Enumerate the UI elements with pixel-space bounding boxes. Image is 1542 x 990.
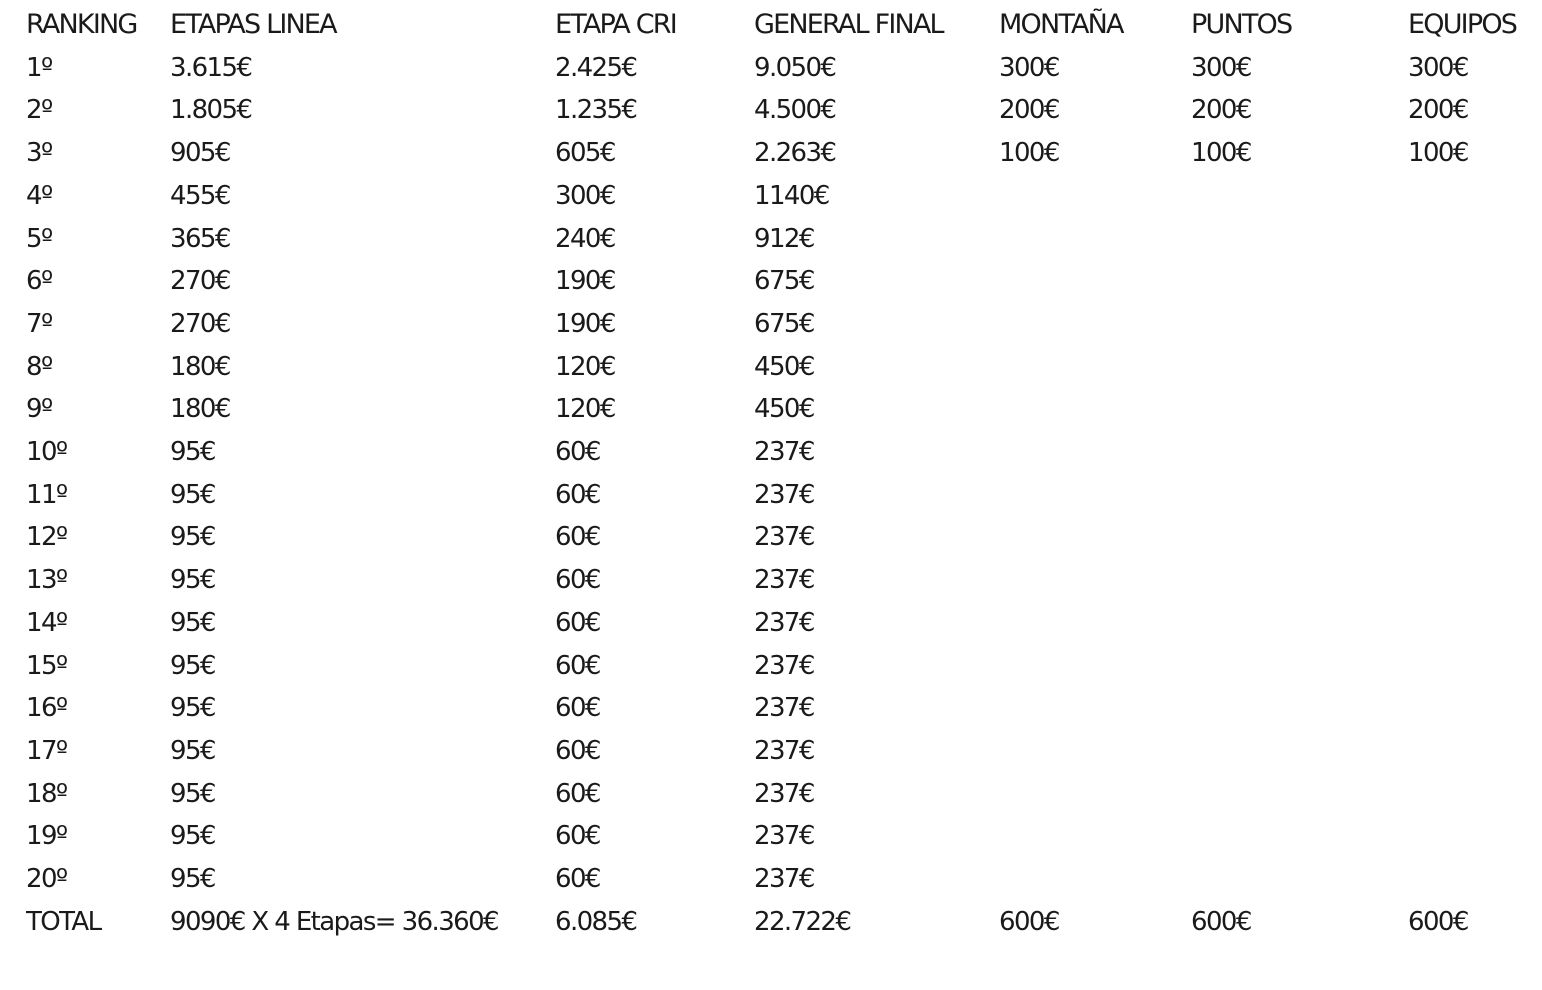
cell-general-final: 237€	[754, 565, 814, 596]
table-row	[26, 602, 1526, 645]
total-equipos: 600€	[1408, 906, 1468, 937]
cell-etapa-cri: 60€	[555, 522, 600, 553]
cell-equipos	[1408, 218, 1526, 261]
cell-etapas-linea: 95€	[170, 821, 215, 852]
cell-etapas-linea: 95€	[170, 565, 215, 596]
column-header-puntos: PUNTOS	[1191, 9, 1292, 40]
cell-ranking: 11º	[26, 479, 67, 510]
cell-etapas-linea: 905€	[170, 138, 230, 169]
column-header-montana: MONTAÑA	[999, 9, 1123, 40]
cell-montana	[999, 218, 1191, 261]
cell-equipos	[1408, 175, 1526, 218]
cell-equipos	[1408, 858, 1526, 901]
cell-general-final: 237€	[754, 522, 814, 553]
cell-puntos: 200€	[1191, 95, 1251, 126]
column-header-general-final: GENERAL FINAL	[754, 9, 943, 40]
table-row	[26, 132, 1526, 175]
table-row	[26, 858, 1526, 901]
cell-puntos	[1191, 602, 1408, 645]
cell-general-final: 237€	[754, 650, 814, 681]
cell-ranking: 1º	[26, 52, 52, 83]
table-header	[26, 4, 1526, 47]
cell-etapa-cri: 60€	[555, 479, 600, 510]
cell-etapa-cri: 60€	[555, 735, 600, 766]
cell-montana	[999, 559, 1191, 602]
cell-puntos	[1191, 687, 1408, 730]
cell-puntos: 300€	[1191, 52, 1251, 83]
total-etapas-linea: 9090€ X 4 Etapas= 36.360€	[170, 906, 498, 937]
cell-ranking: 5º	[26, 223, 52, 254]
cell-puntos	[1191, 388, 1408, 431]
table-row	[26, 260, 1526, 303]
cell-etapas-linea: 95€	[170, 864, 215, 895]
cell-general-final: 237€	[754, 821, 814, 852]
cell-puntos	[1191, 260, 1408, 303]
cell-equipos	[1408, 346, 1526, 389]
cell-etapas-linea: 270€	[170, 266, 230, 297]
cell-montana	[999, 730, 1191, 773]
cell-etapa-cri: 2.425€	[555, 52, 637, 83]
cell-etapa-cri: 120€	[555, 351, 615, 382]
cell-puntos	[1191, 303, 1408, 346]
cell-general-final: 237€	[754, 778, 814, 809]
table-row	[26, 218, 1526, 261]
cell-puntos	[1191, 175, 1408, 218]
cell-montana	[999, 602, 1191, 645]
cell-puntos	[1191, 431, 1408, 474]
cell-general-final: 237€	[754, 607, 814, 638]
cell-etapas-linea: 180€	[170, 394, 230, 425]
cell-puntos	[1191, 559, 1408, 602]
cell-etapa-cri: 60€	[555, 437, 600, 468]
cell-puntos	[1191, 645, 1408, 688]
cell-etapas-linea: 365€	[170, 223, 230, 254]
cell-ranking: 4º	[26, 180, 52, 211]
table-row	[26, 559, 1526, 602]
cell-puntos	[1191, 218, 1408, 261]
cell-montana: 100€	[999, 138, 1059, 169]
table-row	[26, 645, 1526, 688]
cell-etapas-linea: 3.615€	[170, 52, 252, 83]
cell-montana: 200€	[999, 95, 1059, 126]
cell-puntos: 100€	[1191, 138, 1251, 169]
column-header-ranking: RANKING	[26, 9, 137, 40]
table-row	[26, 516, 1526, 559]
cell-puntos	[1191, 815, 1408, 858]
table-row	[26, 730, 1526, 773]
cell-equipos: 100€	[1408, 138, 1468, 169]
cell-equipos	[1408, 602, 1526, 645]
cell-montana	[999, 431, 1191, 474]
cell-puntos	[1191, 474, 1408, 517]
cell-etapas-linea: 95€	[170, 607, 215, 638]
cell-etapa-cri: 240€	[555, 223, 615, 254]
total-row	[26, 901, 1526, 944]
column-header-equipos: EQUIPOS	[1408, 9, 1517, 40]
cell-etapas-linea: 1.805€	[170, 95, 252, 126]
cell-equipos: 300€	[1408, 52, 1468, 83]
prize-table	[26, 4, 1526, 943]
total-puntos: 600€	[1191, 906, 1251, 937]
table-row	[26, 346, 1526, 389]
cell-etapas-linea: 95€	[170, 522, 215, 553]
cell-general-final: 9.050€	[754, 52, 836, 83]
cell-equipos	[1408, 645, 1526, 688]
cell-equipos	[1408, 303, 1526, 346]
cell-etapa-cri: 60€	[555, 565, 600, 596]
cell-ranking: 14º	[26, 607, 67, 638]
cell-etapa-cri: 605€	[555, 138, 615, 169]
cell-montana	[999, 773, 1191, 816]
cell-equipos	[1408, 388, 1526, 431]
cell-equipos	[1408, 260, 1526, 303]
table-row	[26, 815, 1526, 858]
cell-montana	[999, 474, 1191, 517]
cell-ranking: 20º	[26, 864, 67, 895]
total-etapa-cri: 6.085€	[555, 906, 637, 937]
cell-general-final: 450€	[754, 394, 814, 425]
table-row	[26, 89, 1526, 132]
table-footer	[26, 901, 1526, 944]
cell-etapa-cri: 60€	[555, 864, 600, 895]
cell-general-final: 2.263€	[754, 138, 836, 169]
cell-montana	[999, 346, 1191, 389]
cell-equipos	[1408, 474, 1526, 517]
cell-etapas-linea: 95€	[170, 693, 215, 724]
cell-ranking: 7º	[26, 308, 52, 339]
cell-montana	[999, 687, 1191, 730]
table-body	[26, 47, 1526, 901]
cell-etapa-cri: 190€	[555, 308, 615, 339]
cell-puntos	[1191, 730, 1408, 773]
cell-puntos	[1191, 858, 1408, 901]
cell-ranking: 10º	[26, 437, 67, 468]
total-montana: 600€	[999, 906, 1059, 937]
table-row	[26, 474, 1526, 517]
cell-etapa-cri: 1.235€	[555, 95, 637, 126]
cell-puntos	[1191, 773, 1408, 816]
cell-montana	[999, 175, 1191, 218]
cell-equipos	[1408, 687, 1526, 730]
cell-general-final: 237€	[754, 735, 814, 766]
cell-montana	[999, 815, 1191, 858]
cell-etapas-linea: 95€	[170, 479, 215, 510]
cell-etapas-linea: 95€	[170, 735, 215, 766]
column-header-etapas-linea: ETAPAS LINEA	[170, 9, 336, 40]
total-general-final: 22.722€	[754, 906, 851, 937]
cell-equipos	[1408, 559, 1526, 602]
cell-ranking: 9º	[26, 394, 52, 425]
cell-etapas-linea: 95€	[170, 437, 215, 468]
cell-etapa-cri: 60€	[555, 821, 600, 852]
table-row	[26, 47, 1526, 90]
cell-general-final: 237€	[754, 693, 814, 724]
cell-etapas-linea: 455€	[170, 180, 230, 211]
cell-etapa-cri: 60€	[555, 650, 600, 681]
table-row	[26, 431, 1526, 474]
total-ranking: TOTAL	[26, 906, 101, 937]
cell-equipos: 200€	[1408, 95, 1468, 126]
cell-general-final: 237€	[754, 864, 814, 895]
cell-equipos	[1408, 815, 1526, 858]
cell-etapas-linea: 95€	[170, 650, 215, 681]
column-header-etapa-cri: ETAPA CRI	[555, 9, 676, 40]
cell-montana	[999, 858, 1191, 901]
cell-etapas-linea: 180€	[170, 351, 230, 382]
cell-ranking: 13º	[26, 565, 67, 596]
cell-general-final: 237€	[754, 437, 814, 468]
cell-ranking: 19º	[26, 821, 67, 852]
cell-etapa-cri: 190€	[555, 266, 615, 297]
cell-montana	[999, 260, 1191, 303]
cell-etapa-cri: 60€	[555, 778, 600, 809]
table-row	[26, 773, 1526, 816]
cell-puntos	[1191, 346, 1408, 389]
cell-general-final: 1140€	[754, 180, 829, 211]
cell-ranking: 12º	[26, 522, 67, 553]
cell-montana: 300€	[999, 52, 1059, 83]
cell-general-final: 912€	[754, 223, 814, 254]
cell-equipos	[1408, 730, 1526, 773]
table-row	[26, 388, 1526, 431]
cell-etapas-linea: 95€	[170, 778, 215, 809]
cell-ranking: 17º	[26, 735, 67, 766]
header-row	[26, 4, 1526, 47]
cell-general-final: 450€	[754, 351, 814, 382]
cell-montana	[999, 303, 1191, 346]
cell-montana	[999, 645, 1191, 688]
cell-general-final: 675€	[754, 308, 814, 339]
cell-ranking: 18º	[26, 778, 67, 809]
cell-ranking: 6º	[26, 266, 52, 297]
cell-equipos	[1408, 431, 1526, 474]
cell-general-final: 237€	[754, 479, 814, 510]
cell-general-final: 4.500€	[754, 95, 836, 126]
cell-ranking: 15º	[26, 650, 67, 681]
cell-etapa-cri: 120€	[555, 394, 615, 425]
table-row	[26, 687, 1526, 730]
cell-ranking: 16º	[26, 693, 67, 724]
cell-etapa-cri: 60€	[555, 693, 600, 724]
table-row	[26, 303, 1526, 346]
cell-etapa-cri: 300€	[555, 180, 615, 211]
cell-puntos	[1191, 516, 1408, 559]
cell-montana	[999, 388, 1191, 431]
cell-etapa-cri: 60€	[555, 607, 600, 638]
cell-general-final: 675€	[754, 266, 814, 297]
cell-ranking: 8º	[26, 351, 52, 382]
cell-montana	[999, 516, 1191, 559]
cell-ranking: 2º	[26, 95, 52, 126]
cell-ranking: 3º	[26, 138, 52, 169]
table-row	[26, 175, 1526, 218]
cell-etapas-linea: 270€	[170, 308, 230, 339]
cell-equipos	[1408, 773, 1526, 816]
cell-equipos	[1408, 516, 1526, 559]
